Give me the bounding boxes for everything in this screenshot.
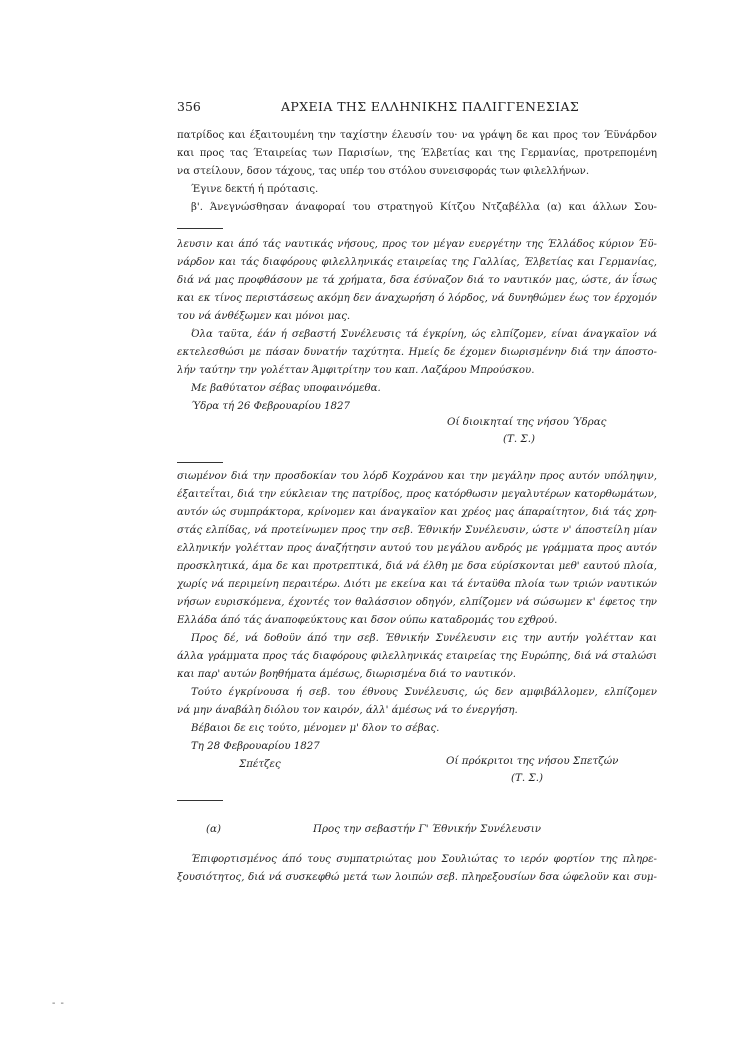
text-line: Ύδρα τή 26 Φεβρουαρίου 1827	[191, 401, 350, 412]
text-line: λήν ταύτην την γολέτταν Άμφιτρίτην του καπ. Λαζάρου Μπρούσκου.	[177, 365, 535, 376]
text-line: Έγινε δεκτή ή πρότασις.	[191, 184, 319, 195]
text-line: έξαιτεΐται, διά την εύκλειαν της πατρίδος, προς κατόρθωσιν μεγαλυτέρων κατορθωμάτων,	[177, 489, 657, 500]
seal-spetses: (Τ. Σ.)	[511, 772, 544, 784]
text-line: Σπέτζες	[239, 759, 281, 770]
text-line: χωρίς νά περιμείνη περαιτέρω. Διότι με εκείνα και τά ένταϋθα πλοία των τριών ναυτικών	[177, 579, 657, 590]
page-number: 356	[177, 99, 201, 114]
running-title: ΑΡΧΕΙΑ ΤΗΣ ΕΛΛΗΝΙΚΗΣ ΠΑΛΙΓΓΕΝΕΣΙΑΣ	[281, 99, 580, 114]
text-line: και εκ τίνος περιστάσεως ακόμη δεν άναχωρήση ό λόρδος, νά δυνηθώμεν έως τον έρχομόν	[177, 293, 657, 304]
text-line: β'. Άνεγνώσθησαν άναφοραί του στρατηγοϋ Κίτζου Ντζαβέλλα (α) και άλλων Σου-	[191, 202, 657, 213]
signature-hydra: Οί διοικηταί της νήσου Ύδρας	[447, 416, 607, 428]
footnote-marker: (α)	[206, 823, 221, 835]
text-line: προσκλητικά, άμα δε και προτρεπτικά, διά νά έλθη με δσα εύρίσκονται μεθ' εαυτού πλοία,	[177, 561, 657, 572]
text-line: Βέβαιοι δε εις τούτο, μένομεν μ' δλον το σέβας.	[191, 723, 440, 734]
text-line: Έπιφορτισμένος άπό τους συμπατριώτας μου Σουλιώτας το ιερόν φορτίον της πληρε-	[191, 854, 657, 865]
text-line: Τούτο έγκρίνουσα ή σεβ. του έθνους Συνέλευσις, ώς δεν αμφιβάλλομεν, ελπίζομεν	[191, 687, 657, 698]
text-line: και προς τας Έταιρείας των Παρισίων, της Έλβετίας και της Γερμανίας, προτρεπομένη	[177, 148, 657, 159]
footnote-heading: Προς την σεβαστήν Γ' Έθνικήν Συνέλευσιν	[313, 823, 541, 835]
section-rule	[177, 462, 223, 463]
letter-hydra	[177, 236, 657, 416]
text-line: άλλα γράμματα προς τάς διαφόρους φιλελληνικάς εταιρείας της Ευρώπης, διά νά σταλώσι	[177, 651, 657, 662]
text-line: Όλα ταϋτα, έάν ή σεβαστή Συνέλευσις τά έγκρίνη, ώς ελπίζομεν, είναι άναγκαϊον νά	[191, 329, 657, 340]
main-text	[177, 127, 657, 217]
text-line: Ελλάδα άπό τάς άναποφεύκτους και δσον ούπω καταδρομάς του εχθρού.	[177, 615, 558, 626]
text-line: στάς ελπίδας, νά προτείνωμεν προς την σεβ. Έθνικήν Συνέλευσιν, ώστε ν' άποστείλη μίαν	[177, 525, 657, 536]
text-line: ξουσιότητος, διά νά συσκεφθώ μετά των λοιπών σεβ. πληρεξουσίων δσα ώφελοϋν και συμ-	[177, 872, 657, 883]
text-line: νάρδον και τάς διαφόρους φιλελληνικάς εταιρείας της Γαλλίας, Έλβετίας και Γερμανίας,	[177, 257, 657, 268]
text-line: και παρ' αυτών βοηθήματα άμέσως, διωρισμένα διά το ναυτικόν.	[177, 669, 517, 680]
seal-hydra: (Τ. Σ.)	[503, 433, 536, 445]
text-line: ελληνικήν γολέτταν προς άναζήτησιν αυτού του μεγάλου ανδρός με γράμματα προς αυτόν	[177, 543, 657, 554]
section-rule	[177, 228, 223, 229]
footnote-rule	[177, 800, 223, 801]
text-line: Προς δέ, νά δοθοϋν άπό την σεβ. Έθνικήν Συνέλευσιν εις την αυτήν γολέτταν και	[191, 633, 657, 644]
text-line: εκτελεσθώσι με πάσαν δυνατήν ταχύτητα. Ημείς δε έχομεν διωρισμένην διά την άποστο-	[177, 347, 657, 358]
footnote-text	[177, 851, 657, 887]
letter-spetses	[177, 468, 657, 774]
text-line: λευσιν και άπό τάς ναυτικάς νήσους, προς τον μέγαν ευεργέτην της Έλλάδος κύριον Έϋ-	[177, 239, 657, 250]
text-line: πατρίδος και έξαιτουμένη την ταχίστην έλευσίν του· να γράψη δε και προς τον Έϋνάρδον	[177, 130, 657, 141]
text-line: νά μην άναβάλη διόλου τον καιρόν, άλλ' άμέσως νά το ένεργήση.	[177, 705, 518, 716]
text-line: νήσων ευρισκόμενα, έχοντές τον θαλάσσιον οδηγόν, ελπίζομεν νά σώσωμεν κ' έφετος την	[177, 597, 657, 608]
text-line: διά νά μας προφθάσουν με τά χρήματα, δσα έσύναζον διά το ναυτικόν μας, ώστε, άν ΐσως	[177, 275, 657, 286]
text-line: σιωμένον διά την προσδοκίαν του λόρδ Κοχράνου και την μεγάλην προς αυτόν υπόληψιν,	[177, 471, 657, 482]
text-line: αυτόν ώς συμπράκτορα, κρίνομεν και άναγκαϊον και χρέος μας άπαραίτητον, διά τάς χρη-	[177, 507, 657, 518]
page-header	[177, 99, 657, 117]
text-line: Με βαθύτατον σέβας υποφαινόμεθα.	[191, 383, 381, 394]
bottom-mark: - -	[52, 998, 65, 1009]
text-line: του νά άνθέξωμεν και μόνοι μας.	[177, 311, 351, 322]
text-line: Τη 28 Φεβρουαρίου 1827	[191, 741, 320, 752]
signature-spetses: Οί πρόκριτοι της νήσου Σπετζών	[446, 755, 619, 767]
text-line: να στείλουν, δσον τάχους, τας υπέρ του στόλου συνεισφοράς των φιλελλήνων.	[177, 166, 590, 177]
